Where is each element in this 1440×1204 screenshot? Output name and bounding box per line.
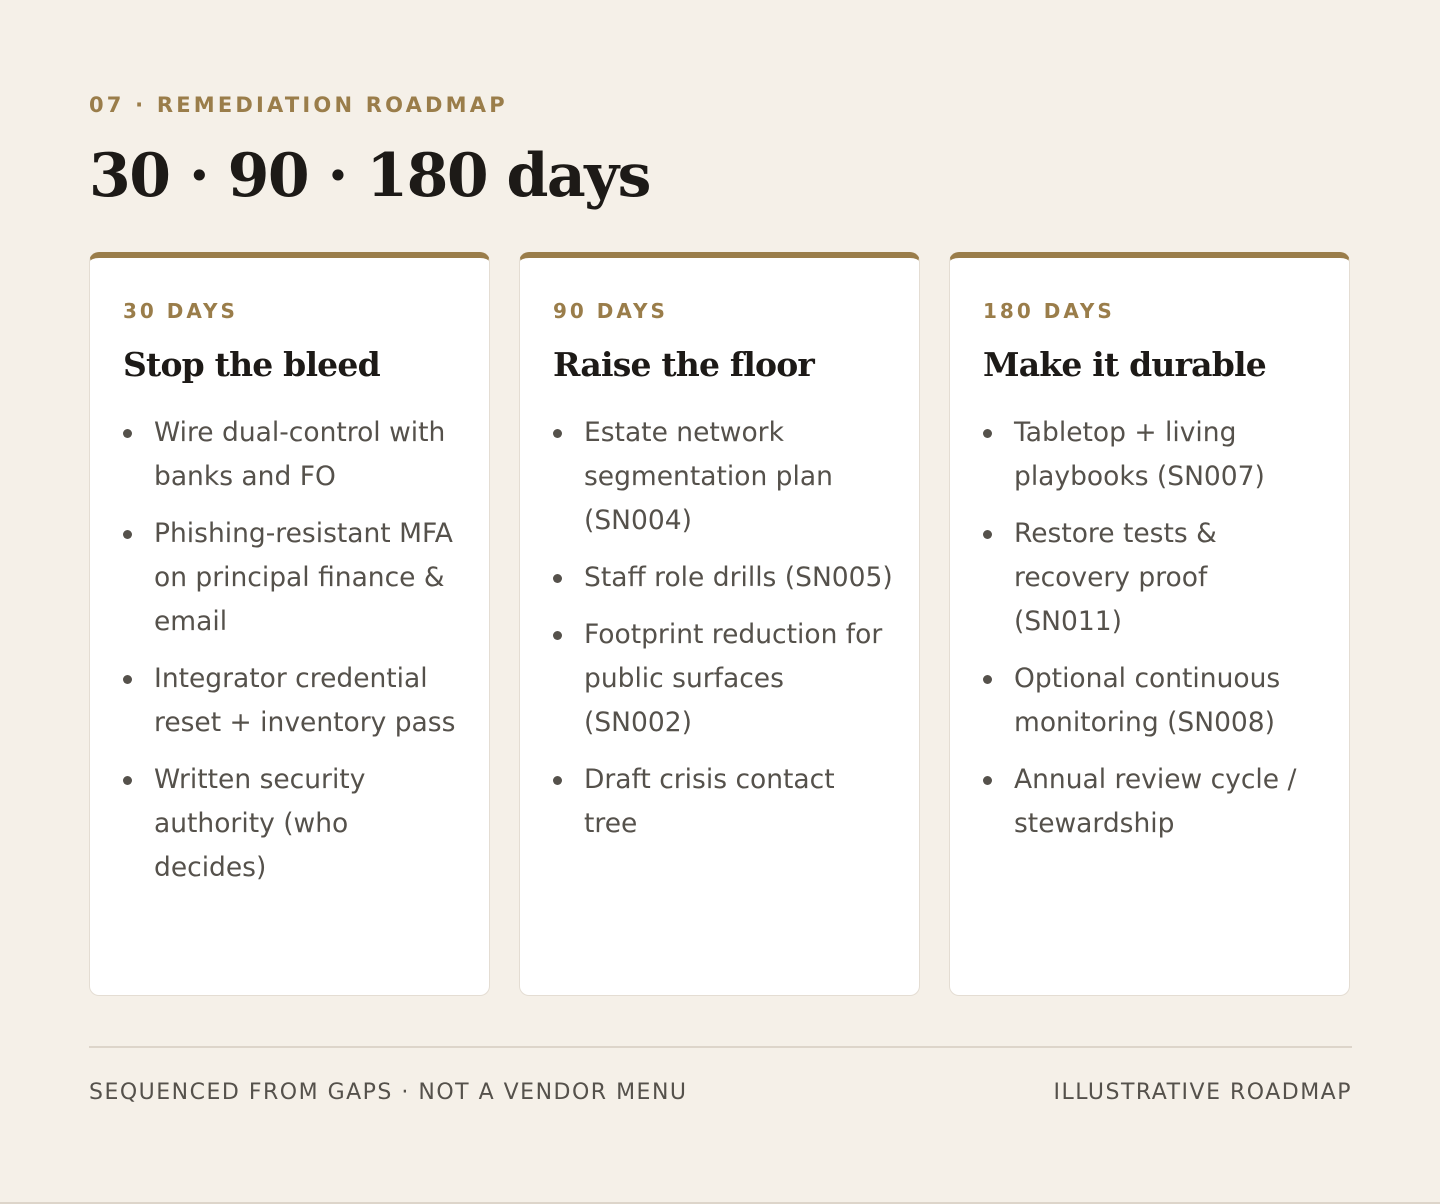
footer-divider [89, 1046, 1352, 1048]
list-item-text: Restore tests & recovery proof (SN011) [1014, 517, 1217, 637]
list-item-text: Wire dual-control with banks and FO [154, 416, 446, 492]
list-item [123, 411, 463, 499]
bullet-icon [983, 776, 992, 785]
list-item-text: Optional continuous monitoring (SN008) [1014, 662, 1281, 738]
list-item [983, 758, 1323, 846]
list-item-text: Estate network segmentation plan (SN004) [584, 416, 833, 536]
page-title: 30 · 90 · 180 days [89, 141, 650, 211]
card-list [553, 411, 893, 846]
list-item [123, 758, 463, 890]
list-item-text: Footprint reduction for public surfaces (SN002) [584, 618, 883, 738]
card-label: 90 DAYS [553, 299, 668, 323]
list-item-text: Phishing-resistant MFA on principal finance & email [154, 517, 453, 637]
list-item-text: Draft crisis contact tree [584, 763, 835, 839]
list-item [983, 411, 1323, 499]
bullet-icon [123, 776, 132, 785]
roadmap-cards [89, 252, 1352, 996]
footer-note: SEQUENCED FROM GAPS · NOT A VENDOR MENU [89, 1080, 688, 1105]
bullet-icon [123, 429, 132, 438]
list-item [553, 758, 893, 846]
list-item-text: Staff role drills (SN005) [584, 561, 893, 593]
list-item-text: Written security authority (who decides) [154, 763, 366, 883]
card-title: Raise the floor [553, 345, 815, 384]
list-item-text: Integrator credential reset + inventory pass [154, 662, 456, 738]
list-item [983, 512, 1323, 644]
bullet-icon [983, 530, 992, 539]
bullet-icon [983, 429, 992, 438]
section-eyebrow: 07 · REMEDIATION ROADMAP [89, 93, 508, 117]
card-label: 30 DAYS [123, 299, 238, 323]
roadmap-card-30-days [89, 252, 490, 996]
bullet-icon [123, 675, 132, 684]
list-item [553, 613, 893, 745]
bullet-icon [553, 631, 562, 640]
list-item [983, 657, 1323, 745]
list-item [123, 657, 463, 745]
card-list [123, 411, 463, 890]
bullet-icon [123, 530, 132, 539]
list-item-text: Tabletop + living playbooks (SN007) [1014, 416, 1265, 492]
bullet-icon [553, 429, 562, 438]
card-title: Stop the bleed [123, 345, 380, 384]
card-label: 180 DAYS [983, 299, 1115, 323]
roadmap-card-180-days [949, 252, 1350, 996]
roadmap-page [89, 0, 1352, 1204]
roadmap-card-90-days [519, 252, 920, 996]
footer-label: ILLUSTRATIVE ROADMAP [1053, 1080, 1352, 1105]
list-item [553, 556, 893, 600]
bullet-icon [553, 776, 562, 785]
card-title: Make it durable [983, 345, 1266, 384]
card-list [983, 411, 1323, 846]
list-item [553, 411, 893, 543]
bullet-icon [553, 574, 562, 583]
list-item-text: Annual review cycle / stewardship [1014, 763, 1297, 839]
bullet-icon [983, 675, 992, 684]
list-item [123, 512, 463, 644]
